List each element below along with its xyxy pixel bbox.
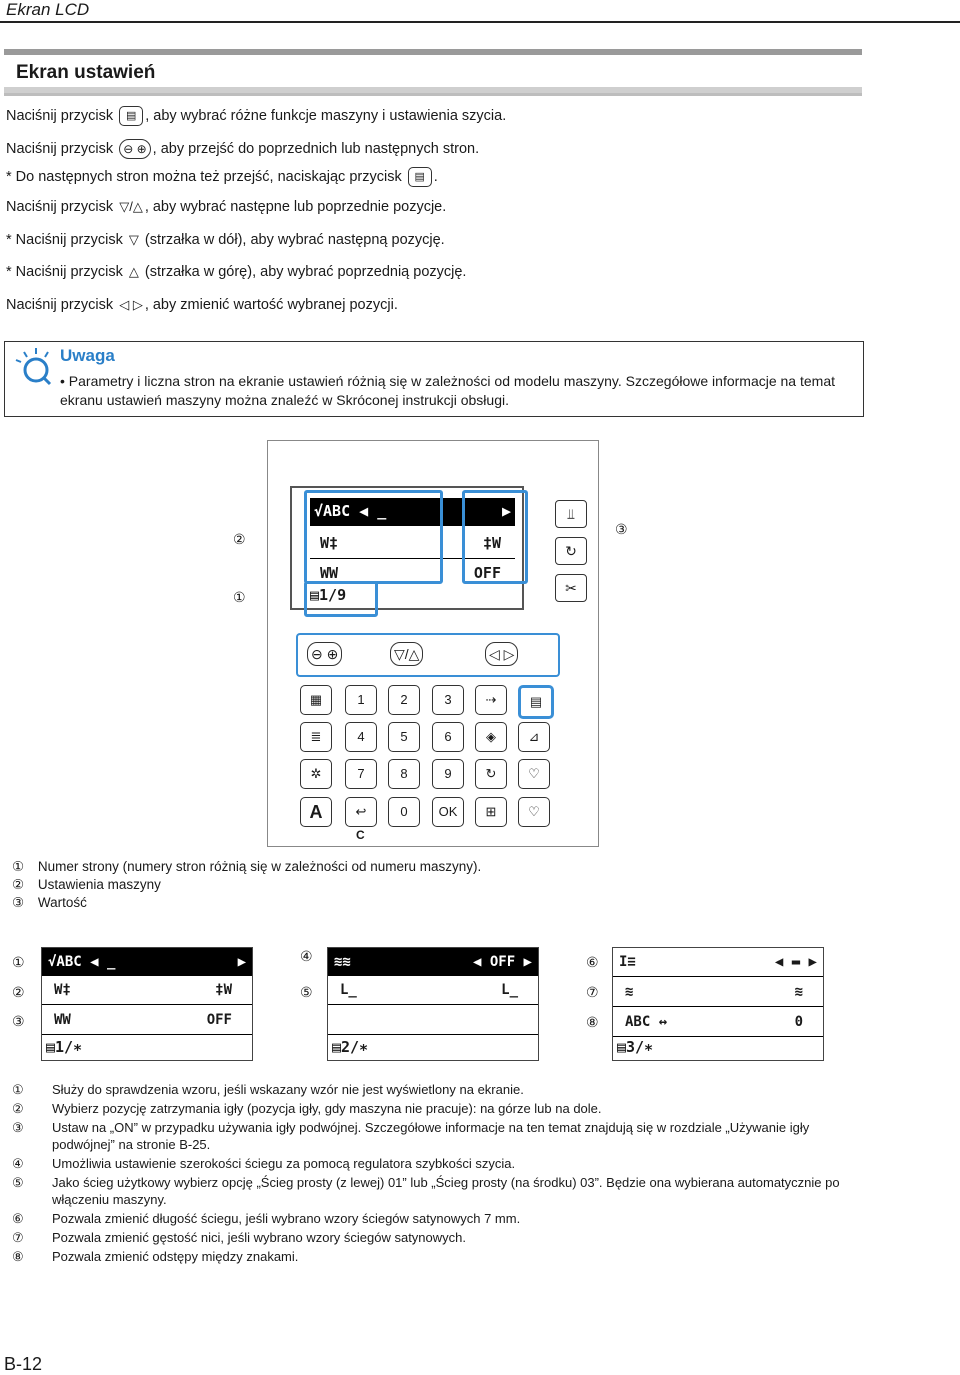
screen-row xyxy=(42,948,252,976)
page-text: 1/∗ xyxy=(55,1038,83,1056)
desc-text: Pozwala zmienić długość ściegu, jeśli wybrano wzory ściegów satynowych 7 mm. xyxy=(52,1211,521,1226)
highlight-page xyxy=(304,581,378,617)
description-item xyxy=(12,1174,872,1208)
desc-num: ⑥ xyxy=(12,1211,24,1226)
key-6[interactable] xyxy=(432,722,464,752)
instruction-text: (strzałka w górę), aby wybrać poprzednią pozycję. xyxy=(144,264,467,280)
instruction-line xyxy=(6,198,446,216)
scissors-button[interactable]: ✂ xyxy=(555,574,587,602)
instruction-text: . xyxy=(433,168,438,185)
instruction-text: (strzałka w dół), aby wybrać następną pozycję. xyxy=(144,232,445,248)
letter-a-button[interactable] xyxy=(300,797,332,827)
settings-screen-2 xyxy=(327,947,539,1061)
page-text: 2/∗ xyxy=(341,1038,369,1056)
instruction-text: Naciśnij przycisk xyxy=(6,297,114,313)
screen-page: ▤1/∗ xyxy=(46,1038,83,1056)
key-label: OK xyxy=(438,804,458,819)
desc-text: Służy do sprawdzenia wzoru, jeśli wskazany wzór nie jest wyświetlony na ekranie. xyxy=(52,1082,524,1097)
row-value: ◀ OFF ▶ xyxy=(472,954,532,970)
settings-screen-3 xyxy=(612,947,824,1061)
screen-callout: ④ xyxy=(300,948,313,964)
instruction-text: , aby wybrać następne lub poprzednie pozycje. xyxy=(144,199,447,215)
combine-button[interactable]: ♡ xyxy=(518,797,550,827)
screen-callout: ① xyxy=(12,954,25,970)
callout-2: ② xyxy=(233,531,246,547)
screen-callout: ⑦ xyxy=(586,984,599,1000)
description-item xyxy=(12,1119,872,1153)
legend-text: Numer strony (numery stron różnią się w zależności od numeru maszyny). xyxy=(37,859,482,874)
row-value: OFF xyxy=(206,1012,232,1028)
lcd-row-value: OFF xyxy=(473,564,501,582)
instruction-line xyxy=(6,296,398,314)
desc-text: Umożliwia ustawienie szerokości ściegu za pomocą regulatora szybkości szycia. xyxy=(52,1156,516,1171)
callout-3: ③ xyxy=(615,521,628,537)
desc-text: Ustaw na „ON” w przypadku używania igły podwójnej. Szczegółowe informacje na ten temat znajdują się w rozdziale „Używanie igły podwójnej” na stronie B-25. xyxy=(52,1120,810,1152)
key-0[interactable] xyxy=(388,797,420,827)
screen-row xyxy=(328,976,538,1005)
minus-plus-button[interactable]: ⊖ ⊕ xyxy=(307,642,342,666)
legend-item xyxy=(12,894,87,912)
screen-callout: ⑤ xyxy=(300,984,313,1000)
instruction-text: * Naciśnij przycisk xyxy=(6,264,123,280)
instruction-text: , aby wybrać różne funkcje maszyny i ustawienia szycia. xyxy=(145,107,507,124)
screen-row xyxy=(613,948,823,977)
highlight-settings xyxy=(304,490,443,584)
desc-text: Pozwala zmienić odstępy między znakami. xyxy=(52,1249,299,1264)
description-item xyxy=(12,1248,872,1265)
row-value: ◀ ▬ ▶ xyxy=(774,954,817,970)
screen-page: ▤3/∗ xyxy=(617,1038,654,1056)
settings-icon: ▤ xyxy=(119,106,143,126)
key-9[interactable] xyxy=(432,759,464,789)
legend-text: Ustawienia maszyny xyxy=(37,877,161,892)
screen-row xyxy=(328,948,538,976)
legend-num: ③ xyxy=(12,895,25,910)
row-label: ≋ xyxy=(625,984,634,1000)
settings-icon: ▤ xyxy=(408,167,432,187)
stitch-type-button[interactable]: ≣ xyxy=(300,722,332,752)
key-label: 8 xyxy=(400,766,408,781)
legend-num: ① xyxy=(12,859,25,874)
decorative-button[interactable]: ✲ xyxy=(300,759,332,789)
mirror-button[interactable]: ⊿ xyxy=(518,722,550,752)
legend-text: Wartość xyxy=(37,895,87,910)
running-header: Ekran LCD xyxy=(6,0,90,19)
instruction-line xyxy=(6,167,438,187)
instruction-line xyxy=(6,263,466,281)
row-label: W‡ xyxy=(54,982,71,998)
desc-text: Pozwala zmienić gęstość nici, jeśli wybrano wzory ściegów satynowych. xyxy=(52,1230,466,1245)
desc-num: ⑧ xyxy=(12,1249,24,1264)
description-item xyxy=(12,1100,872,1117)
instruction-text: * Do następnych stron można też przejść, naciskając przycisk xyxy=(6,168,402,185)
key-3[interactable] xyxy=(432,685,464,715)
lcd-page-number: ▤1/9 xyxy=(310,586,347,604)
lcd-page-text: 1/9 xyxy=(319,586,347,604)
row-label: L_ xyxy=(340,982,357,998)
lcd-row-label: WW xyxy=(320,564,339,582)
row-value: ‡W xyxy=(215,982,232,998)
screen-page: ▤2/∗ xyxy=(332,1038,369,1056)
page-number: B-12 xyxy=(4,1354,43,1374)
row-label: I≡ xyxy=(619,954,636,970)
save-button[interactable]: ⊞ xyxy=(475,797,507,827)
lcd-row-label: √ABC ◀ _ xyxy=(314,502,387,520)
row-value: ≋ xyxy=(794,984,803,1000)
desc-num: ⑦ xyxy=(12,1230,24,1245)
recall-button[interactable]: ◈ xyxy=(475,722,507,752)
desc-num: ⑤ xyxy=(12,1175,24,1190)
instruction-text: , aby przejść do poprzednich lub następnych stron. xyxy=(152,140,480,157)
note-text: • Parametry i liczna stron na ekranie ustawień różnią się w zależności od modelu maszyny. Szczegółowe informacje na temat ekranu ustawień maszyny można znaleźć w Skróconej instrukcji obsługi. xyxy=(60,373,835,408)
instruction-line xyxy=(6,231,445,249)
key-label: 9 xyxy=(444,766,452,781)
back-button[interactable]: ↩ xyxy=(345,797,377,827)
note-bulb-icon xyxy=(14,346,54,386)
row-value: 0 xyxy=(794,1014,803,1030)
key-label: 3 xyxy=(444,692,452,707)
key-label: 1 xyxy=(357,692,365,707)
screen-row xyxy=(613,1008,823,1037)
instruction-text: , aby zmienić wartość wybranej pozycji. xyxy=(144,297,398,313)
lcd-row-value: ‡W xyxy=(482,534,501,552)
description-item xyxy=(12,1229,872,1246)
instruction-line xyxy=(6,106,506,126)
lcd-row-label: W‡ xyxy=(320,534,339,552)
row-value: ▶ xyxy=(237,954,246,970)
key-7[interactable] xyxy=(345,759,377,789)
instruction-text: Naciśnij przycisk xyxy=(6,199,114,215)
pattern-button[interactable]: ▦ xyxy=(300,685,332,715)
page-text: 3/∗ xyxy=(626,1038,654,1056)
desc-num: ④ xyxy=(12,1156,24,1171)
key-label: A xyxy=(309,802,323,822)
key-2[interactable] xyxy=(388,685,420,715)
instruction-text: * Naciśnij przycisk xyxy=(6,232,123,248)
instruction-text: Naciśnij przycisk xyxy=(6,107,114,124)
screen-row xyxy=(328,1006,538,1035)
instruction-text: Naciśnij przycisk xyxy=(6,140,114,157)
header-rule xyxy=(0,21,960,23)
legend-num: ② xyxy=(12,877,25,892)
down-up-button[interactable]: ▽/△ xyxy=(390,642,423,666)
desc-num: ① xyxy=(12,1082,24,1097)
left-right-button[interactable]: ◁ ▷ xyxy=(485,642,518,666)
row-value: L_ xyxy=(501,982,518,998)
left-right-arrow-icon: ◁ ▷ xyxy=(119,297,143,313)
row-label: WW xyxy=(54,1012,71,1028)
key-label: 0 xyxy=(400,804,408,819)
screen-row xyxy=(613,978,823,1007)
desc-text: Jako ścieg użytkowy wybierz opcję „Ścieg prosty (z lewej) 01” lub „Ścieg prosty (na środku) 03”. Będzie ona wybierana automatycznie po włączeniu maszyny. xyxy=(52,1175,840,1207)
needle-position-button[interactable]: ⫫ xyxy=(555,500,587,528)
lcd-row-value: ▶ xyxy=(501,502,511,520)
legend-item xyxy=(12,876,161,894)
row-label: √ABC ◀ _ xyxy=(48,954,116,970)
description-item xyxy=(12,1210,872,1227)
screen-callout: ⑧ xyxy=(586,1014,599,1030)
note-heading: Uwaga xyxy=(60,346,115,365)
key-8[interactable] xyxy=(388,759,420,789)
desc-text: Wybierz pozycję zatrzymania igły (pozycja igły, gdy maszyna nie pracuje): na górze lub na dole. xyxy=(52,1101,602,1116)
clear-label: C xyxy=(356,828,365,842)
key-4[interactable] xyxy=(345,722,377,752)
legend-item xyxy=(12,858,481,876)
row-label: ≋≋ xyxy=(334,954,351,970)
down-up-arrow-icon: ▽/△ xyxy=(119,199,143,215)
section-title: Ekran ustawień xyxy=(16,62,156,83)
reverse-stitch-button[interactable]: ↻ xyxy=(555,537,587,565)
settings-button[interactable]: ▤ xyxy=(518,685,554,719)
key-label: 2 xyxy=(400,692,408,707)
highlight-values xyxy=(462,490,528,584)
up-arrow-icon: △ xyxy=(128,264,139,280)
desc-num: ② xyxy=(12,1101,24,1116)
screen-callout: ⑥ xyxy=(586,954,599,970)
key-5[interactable] xyxy=(388,722,420,752)
instruction-line xyxy=(6,139,479,159)
key-label: 5 xyxy=(400,729,408,744)
callout-1: ① xyxy=(233,589,246,605)
screen-row xyxy=(42,1006,252,1035)
screen-callout: ③ xyxy=(12,1013,25,1029)
screen-row xyxy=(42,976,252,1005)
repeat-button[interactable]: ↻ xyxy=(475,759,507,789)
ok-button[interactable] xyxy=(432,797,464,827)
settings-screen-1 xyxy=(41,947,253,1061)
key-label: 7 xyxy=(357,766,365,781)
row-label: ABC ↔ xyxy=(625,1014,668,1030)
description-item xyxy=(12,1155,872,1172)
key-1[interactable] xyxy=(345,685,377,715)
down-arrow-icon: ▽ xyxy=(128,232,139,248)
heart-button[interactable]: ♡ xyxy=(518,759,550,789)
minus-plus-icon: ⊖ ⊕ xyxy=(119,139,150,159)
key-label: 6 xyxy=(444,729,452,744)
description-list xyxy=(12,1081,872,1267)
description-item xyxy=(12,1081,872,1098)
desc-num: ③ xyxy=(12,1120,24,1135)
memory-button[interactable]: ⇢ xyxy=(475,685,507,715)
screen-callout: ② xyxy=(12,984,25,1000)
key-label: 4 xyxy=(357,729,365,744)
